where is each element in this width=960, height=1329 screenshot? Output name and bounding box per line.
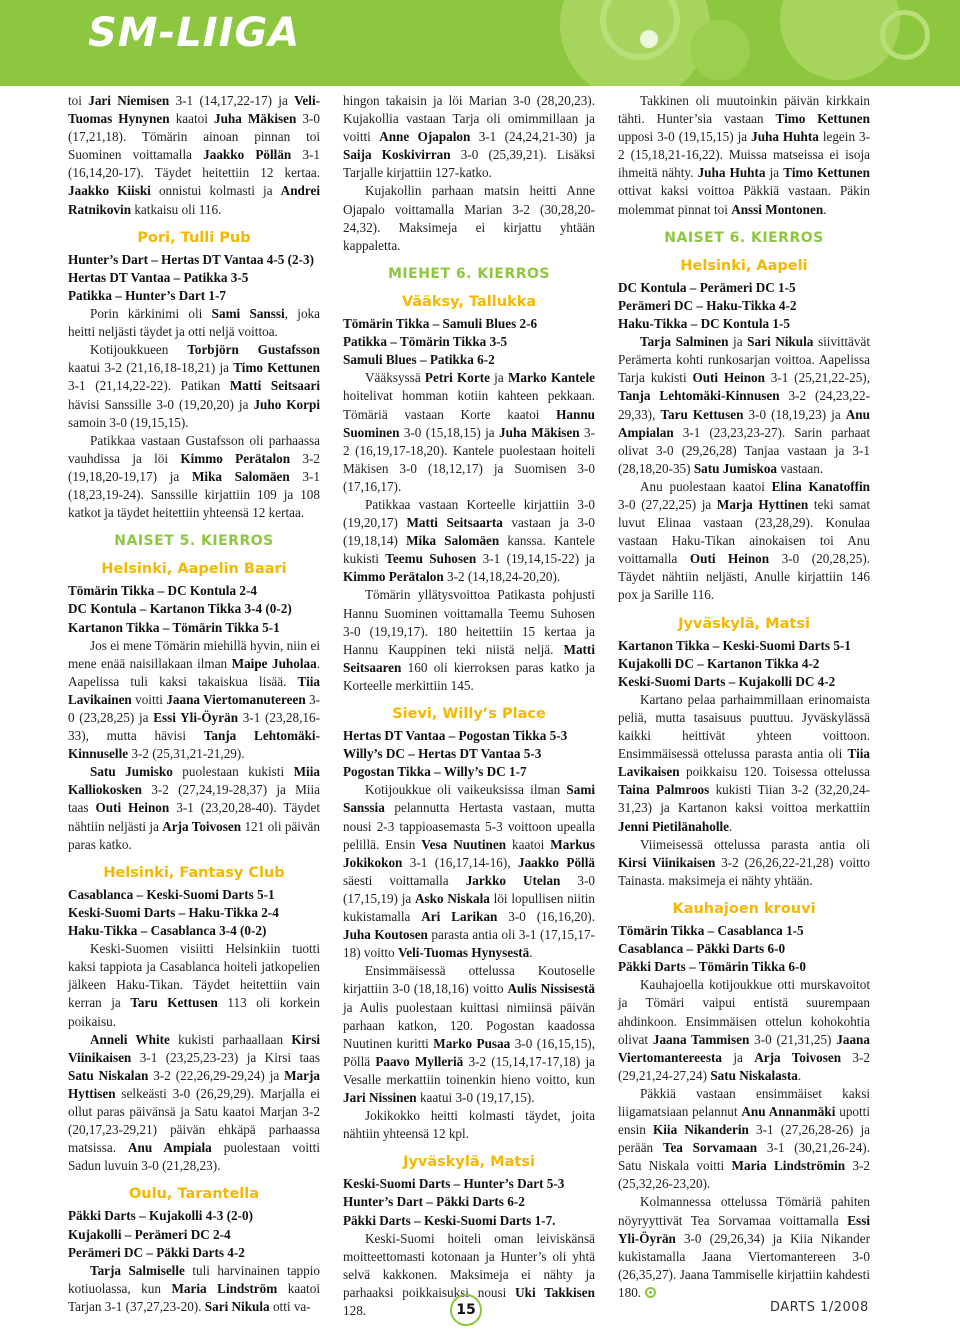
match-result: Hertas DT Vantaa – Patikka 3-5 <box>68 269 249 285</box>
article-paragraph: Patikkaa vastaan Gustafsson oli parhaassa vauhdissa ja löi Kimmo Perätalon 3-2 (19,18,20-19,17) ja Mika Salomäen 3-1 (18,23,19-24). Sanssille kirjattiin 109 ja 108 katkot ja täydet heitettiin yhteensä 12 kertaa. <box>68 432 320 521</box>
article-paragraph: Kotijoukkue oli vaikeuksissa ilman Sami Sanssia pelannutta Hertasta vastaan, mutta nousi 2-3 tappioasemasta 5-3 voittoon upealla pelillä. Ensin Vesa Nuutinen kaatoi Markus Jokikokon 3-1 (16,17,14-16), Jaakko Pöllä säesti voittamalla Jarkko Utelan 3-0 (17,15,19) ja Asko Niskala löi lopullisen niitin kukistamalla Ari Larikan 3-0 (16,16,20). Juha Koutosen parasta antia oli 3-1 (17,15,17-18) voitto Veli-Tuomas Hynysestä. <box>343 782 595 961</box>
page-title: SM-LIIGA <box>88 10 301 56</box>
article-paragraph: Kujakollin parhaan matsin heitti Anne Ojapalo voittamalla Marian 3-2 (30,28,20-24,32). Maksimeja ei kirjattu yhtään kappaletta. <box>343 183 595 253</box>
venue-heading: Kauhajoen krouvi <box>672 900 816 917</box>
article-paragraph: Viimeisessä ottelussa parasta antia oli Kirsi Viinikaisen 3-2 (26,26,22-21,28) voitto Tainasta. maksimeja ei nähty yhtään. <box>618 836 871 888</box>
article-paragraph: Kotijoukkueen Torbjörn Gustafsson kaatui 3-2 (21,16,18-18,21) ja Timo Kettunen 3-1 (21,14,22-22). Patikan Matti Seitsaari hävisi Sanssille 3-0 (19,20,20) ja Juho Korpi samoin 3-0 (19,15,15). <box>68 342 320 430</box>
match-result: Perämeri DC – Päkki Darts 4-2 <box>68 1244 245 1260</box>
venue-heading: Vääksy, Tallukka <box>401 293 537 310</box>
venue-heading: Sievi, Willy’s Place <box>392 706 546 722</box>
article-paragraph: Takkinen oli muutoinkin päivän kirkkain tähti. Hunter’sia vastaan Timo Kettunen upposi 3-0 (19,15,15) ja Juha Huhta legein 3-2 (15,18,21-16,22). Muissa matseissa ei isoja ihmeitä nähty. Juha Huhta ja Timo Kettunen ottivat kaksi voittoa Päkkiä vastaan. Päkin molemmat pinnat toi Anssi Montonen. <box>618 93 870 217</box>
match-result: Päkki Darts – Keski-Suomi Darts 1-7. <box>343 1212 556 1228</box>
match-result: Pogostan Tikka – Willy’s DC 1-7 <box>343 764 527 780</box>
article-column-3 <box>618 92 870 1302</box>
article-paragraph: hingon takaisin ja löi Marian 3-0 (28,20,23). Kujakollia vastaan Tarja oli omimmillaan ja voitti Anne Ojapalon 3-1 (24,24,21-30) ja Saija Koskivirran 3-0 (25,39,21). Lisäksi Tarjalle kirjattiin 127-katko. <box>343 93 595 181</box>
article-paragraph: Tömärin yllätysvoittoa Patikasta pohjusti Hannu Suominen voittamalla Teemu Suhosen 3-0 (19,19,17). 180 heitettiin 15 kertaa ja Hannu Kauppinen teki niistä neljä. Matti Seitsaaren 160 oli kierroksen paras katko ja Korteelle merkittiin 145. <box>343 587 595 693</box>
article-paragraph: Kauhajoella kotijoukkue otti murskavoitot ja Tömäri vaipui entistä suurempaan ahdinkoon. Ensimmäisen ottelun kohokohtia olivat Jaana Tammisen 3-0 (21,31,25) Jaana Viertomantereesta ja Arja Toivosen 3-2 (29,21,24-27,24) Satu Niskalasta. <box>618 977 870 1083</box>
match-result: Hunter’s Dart – Päkki Darts 6-2 <box>343 1194 525 1210</box>
match-result: Perämeri DC – Haku-Tikka 4-2 <box>618 297 797 313</box>
article-column-2 <box>343 92 595 1320</box>
venue-heading: Jyväskylä, Matsi <box>403 1154 535 1171</box>
article-paragraph: toi Jari Niemisen 3-1 (14,17,22-17) ja Veli-Tuomas Hynynen kaatoi Juha Mäkisen 3-0 (17,21,18). Tömärin ainoan pinnan toi Suominen voittamalla Jaakko Pöllän 3-1 (16,14,20-17). Täydet heitettiin 12 kertaa. Jaakko Kiiski onnistui kolmasti ja Andrei Ratnikovin katkaisu oli 116. <box>68 93 320 217</box>
match-result: Haku-Tikka – DC Kontula 1-5 <box>618 316 790 332</box>
match-result: Kujakolli DC – Kartanon Tikka 4-2 <box>618 655 820 671</box>
match-result: Casablanca – Päkki Darts 6-0 <box>618 941 786 957</box>
venue-heading: Helsinki, Fantasy Club <box>103 864 285 881</box>
match-result: Keski-Suomi Darts – Hunter’s Dart 5-3 <box>343 1176 565 1192</box>
round-heading: NAISET 5. KIERROS <box>114 533 274 550</box>
article-paragraph: Porin kärkinimi oli Sami Sanssi, joka heitti neljästi täydet ja otti neljä voittoa. <box>68 306 320 340</box>
match-result: Hertas DT Vantaa – Pogostan Tikka 5-3 <box>343 728 568 744</box>
end-mark-icon <box>645 1287 656 1298</box>
decorative-circle <box>690 20 750 80</box>
article-paragraph: Anneli White kukisti parhaallaan Kirsi Viinikaisen 3-1 (23,25,23-23) ja Kirsi taas Satu Niskalan 3-2 (22,26,29-29,24) ja Marja Hyttisen selkeästi 3-0 (26,29,29). Marjalla ei ollut paras päivänsä ja Satu kaatoi Marjan 3-2 (20,17,23-29,21) päivän ehkäpä parhaassa matsissa. Anu Ampiala puolestaan voitti Sadun luvuin 3-0 (21,28,23). <box>68 1031 320 1174</box>
match-result: Keski-Suomi Darts – Haku-Tikka 2-4 <box>68 904 279 920</box>
match-result: DC Kontula – Kartanon Tikka 3-4 (0-2) <box>68 601 292 617</box>
article-paragraph: Jos ei mene Tömärin miehillä hyvin, niin ei mene enää naisillakaan ilman Maipe Juholaa. Aapelissa tuli kaksi takaiskua lisää. Tiia Lavikainen voitti Jaana Viertomanutereen 3-0 (23,28,25) ja Essi Yli-Öyrän 3-1 (23,28,16-33), mutta hävisi Tanja Lehtomäki-Kinnuselle 3-2 (25,31,21-21,29). <box>68 637 320 762</box>
match-result: Samuli Blues – Patikka 6-2 <box>343 352 495 368</box>
round-heading: NAISET 6. KIERROS <box>664 229 824 246</box>
venue-heading: Oulu, Tarantella <box>128 1186 260 1203</box>
match-result: Tömärin Tikka – Casablanca 1-5 <box>618 923 804 939</box>
round-heading: MIEHET 6. KIERROS <box>387 265 550 282</box>
article-paragraph: Kartano pelaa parhaimmillaan erinomaista peliä, mutta tasaisuus puuttuu. Jyväskylässä kaikki heittivät yhteen voittoon. Ensimmäisessä ottelussa parasta antia oli Tiia Lavikaisen poikkaisu 120. Toisessa ottelussa Taina Palmroos kukisti Tiian 3-2 (32,20,24-31,23) ja Kartanon kaksi voittoa merkattiin Jenni Pietilänaholle. <box>618 691 870 834</box>
match-result: Kartanon Tikka – Keski-Suomi Darts 5-1 <box>618 637 851 653</box>
article-paragraph: Ensimmäisessä ottelussa Koutoselle kirjattiin 3-0 (18,18,16) voitto Aulis Nissisestä ja Aulis puolestaan kuittasi nimiinsä päivän parhaan katkon, 120. Pogostan kaadossa Nuutinen kuritti Marko Pusaa 3-0 (16,15,15), Pöllä Paavo Mylleriä 3-2 (15,14,17-17,18) ja Vesalle merkattiin toinenkin hieno voitto, kun Jari Nissinen kaatui 3-0 (19,17,15). <box>343 963 595 1105</box>
match-result: Tömärin Tikka – DC Kontula 2-4 <box>68 583 257 599</box>
header-banner <box>0 0 960 86</box>
match-result: Patikka – Tömärin Tikka 3-5 <box>343 334 508 350</box>
match-result: Casablanca – Keski-Suomi Darts 5-1 <box>68 886 275 902</box>
article-paragraph: Kolmannessa ottelussa Tömäriä pahiten nöyryyttivät Tea Sorvamaa voittamalla Essi Yli-Öyrän 3-0 (29,26,34) ja Kiia Nikander kukistamalla Jaana Viertomantereen 3-0 (26,35,27). Jaana Tammiselle kirjattiin kahdesti 180. <box>618 1194 870 1300</box>
article-paragraph: Tarja Salminen ja Sari Nikula siivittävät Perämerta kohti runkosarjan voittoa. Aapelissa Tarja kukisti Outi Heinon 3-1 (25,21,22-25), Tanja Lehtomäki-Kinnusen 3-2 (24,23,22-29,33), Taru Kettusen 3-0 (18,19,23) ja Anu Ampialan 3-1 (23,23,23-27). Sarin parhaat olivat 3-0 (29,26,28) Tanjaa vastaan ja 3-1 (28,18,20-35) Satu Jumiskoa vastaan. <box>618 334 871 476</box>
match-result: Haku-Tikka – Casablanca 3-4 (0-2) <box>68 923 267 939</box>
page-number: 15 <box>450 1294 482 1326</box>
match-result: Willy’s DC – Hertas DT Vantaa 5-3 <box>343 746 542 762</box>
match-result: Tömärin Tikka – Samuli Blues 2-6 <box>343 316 538 332</box>
article-paragraph: Patikkaa vastaan Korteelle kirjattiin 3-0 (19,20,17) Matti Seitsaarta vastaan ja 3-0 (19,18,14) Mika Salomäen kanssa. Kantele kukisti Teemu Suhosen 3-1 (19,14,15-22) ja Kimmo Perätalon 3-2 (14,18,24-20,20). <box>343 496 596 585</box>
article-paragraph: Vääksyssä Petri Korte ja Marko Kantele hoitelivat homman kotiin kahteen pekkaan. Tömäriä vastaan Korte kaatoi Hannu Suominen 3-0 (15,18,15) ja Juha Mäkisen 3-2 (16,19,17-18,20). Kantele puolestaan hoiteli Mäkisen 3-0 (18,12,17) ja Suomisen 3-0 (17,16,17). <box>343 370 595 494</box>
article-paragraph: Päkkiä vastaan ensimmäiset kaksi liigamatsiaan pelannut Anu Annanmäki upotti ensin Kiia Nikanderin 3-1 (27,26,28-26) ja perään Tea Sorvamaan 3-1 (30,21,26-24). Satu Niskala voitti Maria Lindströmin 3-2 (25,32,26-23,20). <box>618 1085 870 1192</box>
match-result: Hunter’s Dart – Hertas DT Vantaa 4-5 (2-3) <box>68 251 315 267</box>
match-result: Kartanon Tikka – Tömärin Tikka 5-1 <box>68 619 280 635</box>
venue-heading: Helsinki, Aapelin Baari <box>101 561 287 578</box>
match-result: Patikka – Hunter’s Dart 1-7 <box>68 287 226 303</box>
decorative-circle <box>640 30 658 48</box>
article-paragraph: Tarja Salmiselle tuli harvinainen tappio kotiuolassa, kun Maria Lindström kaatoi Tarjan 3-1 (37,27,23-20). Sari Nikula otti va- <box>68 1262 320 1314</box>
magazine-issue: DARTS 1/2008 <box>770 1300 869 1315</box>
article-column-1 <box>68 92 320 1316</box>
venue-heading: Pori, Tulli Pub <box>137 229 251 246</box>
match-result: Päkki Darts – Kujakolli 4-3 (2-0) <box>68 1208 253 1224</box>
venue-heading: Jyväskylä, Matsi <box>678 615 810 632</box>
match-result: Keski-Suomi Darts – Kujakolli DC 4-2 <box>618 673 836 689</box>
match-result: DC Kontula – Perämeri DC 1-5 <box>618 279 796 295</box>
article-paragraph: Anu puolestaan kaatoi Elina Kanatoffin 3-0 (27,22,25) ja Marja Hyttinen teki samat luvut Elinaa vastaan (23,28,29). Konulaa vastaan Haku-Tikan ainokaisen toi Anu voittamalla Outi Heinon 3-0 (20,28,25). Täydet nähtiin neljästi, Anulle kirjattiin 146 pox ja Sarille 116. <box>618 478 871 603</box>
match-result: Kujakolli – Perämeri DC 2-4 <box>68 1226 231 1242</box>
article-paragraph: Satu Jumisko puolestaan kukisti Miia Kalliokosken 3-2 (27,24,19-28,37) ja Miia taas Outi Heinon 3-1 (23,20,28-40). Täydet nähtiin neljästi ja Arja Toivosen 121 oli päivän paras katko. <box>68 764 321 852</box>
article-paragraph: Keski-Suomi hoiteli oman leiviskänsä moitteettomasti kotonaan ja Hunter’s oli yhtä selvä kakkonen. Maksimeja ei nähty ja parhaaksi poikkaisuksi nousi Uki Takkisen 128. <box>343 1230 595 1318</box>
article-paragraph: Keski-Suomen visiitti Helsinkiin tuotti kaksi tappiota ja Casablanca hoiteli jatkopelien jälkeen Haku-Tikan. Täydet heitettiin vain kerran ja Taru Kettusen 113 oli korkein poikaisu. <box>68 941 320 1029</box>
decorative-circle <box>880 10 930 60</box>
match-result: Päkki Darts – Tömärin Tikka 6-0 <box>618 959 806 975</box>
venue-heading: Helsinki, Aapeli <box>680 257 808 274</box>
article-paragraph: Jokikokko heitti kolmasti täydet, joita nähtiin yhteensä 12 kpl. <box>343 1108 595 1142</box>
